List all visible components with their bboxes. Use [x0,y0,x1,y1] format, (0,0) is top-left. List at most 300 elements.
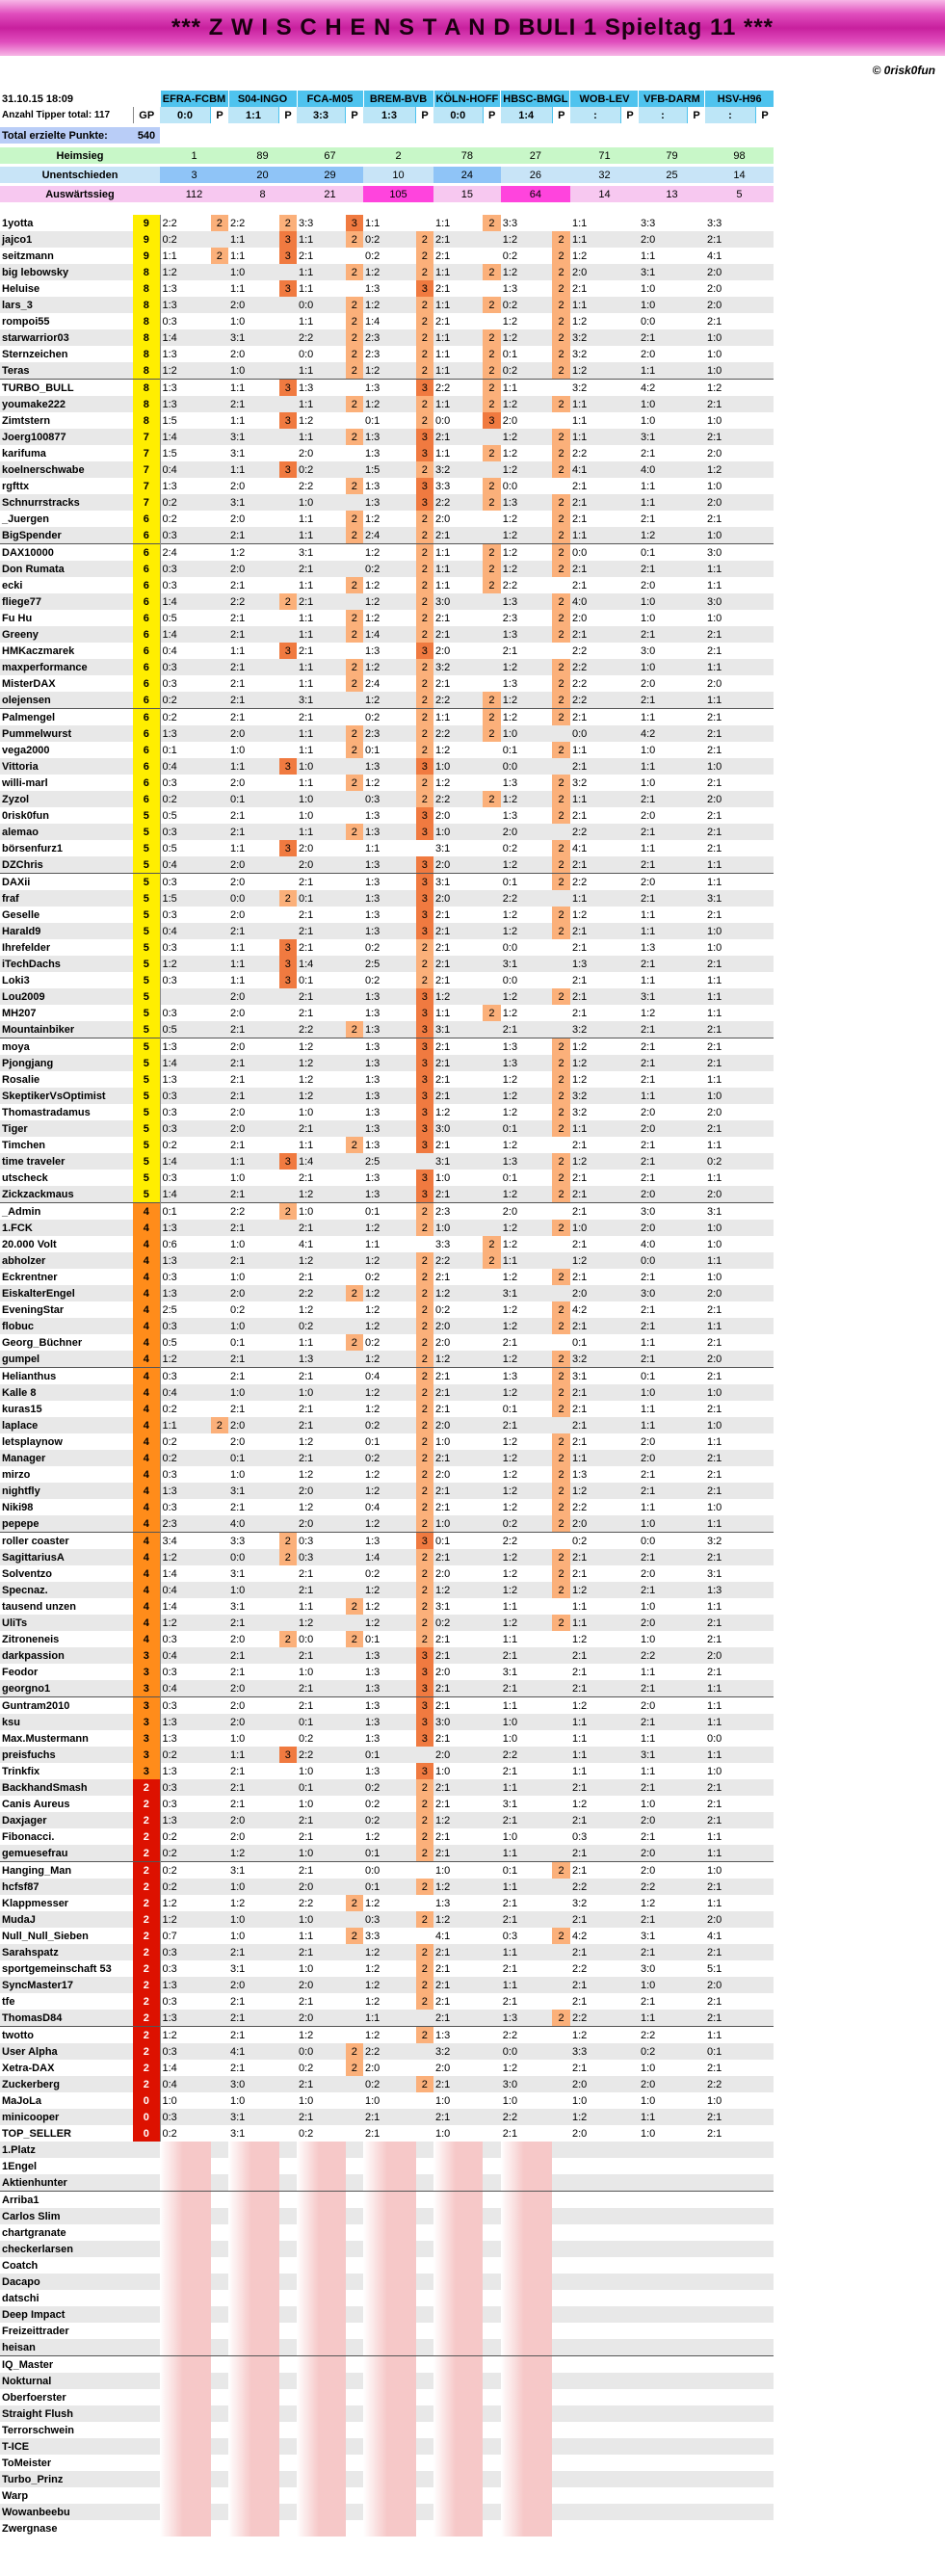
player-tip-points [755,2192,774,2209]
player-tip: 1:0 [639,2092,688,2109]
player-tip-points [346,1714,364,1730]
points-header: P [552,107,570,123]
player-tip-points [483,461,501,478]
game-result: 1:1 [228,107,279,123]
player-tip: 2:1 [228,1088,279,1104]
player-tip-points [552,2174,570,2192]
player-tip: 1:3 [363,1021,416,1038]
player-tip: 0:4 [160,1647,211,1664]
stat-value: 64 [501,186,570,202]
player-tip-points [279,1104,298,1120]
player-tip-points: 3 [416,923,434,939]
player-tip: 2:0 [228,1680,279,1697]
player-tip-points: 3 [416,1088,434,1104]
player-tip-points [279,1515,298,1533]
player-tip-points [279,2373,298,2389]
player-tip [297,2174,346,2192]
player-tip: 2:2 [570,643,621,659]
player-tip [228,2257,279,2274]
player-tip-points [687,1450,705,1466]
player-tip: 1:1 [228,758,279,775]
player-tip: 1:2 [160,2027,211,2044]
player-tip: 2:1 [297,1417,346,1433]
player-tip: 1:2 [228,544,279,562]
player-tip: 1:4 [160,329,211,346]
player-tip [570,2323,621,2339]
player-name: Arriba1 [0,2192,133,2209]
player-row [0,1977,774,1993]
player-tip-points: 2 [552,2010,570,2027]
player-tip: 2:1 [639,1466,688,1483]
game-header[interactable]: HBSC-BMGL [501,91,570,107]
player-tip: 2:2 [501,2027,552,2044]
player-tip-points [755,2027,774,2044]
player-tip: 1:3 [160,1977,211,1993]
player-tip [433,2174,483,2192]
player-row [0,907,774,923]
player-tip: 2:2 [297,1285,346,1301]
player-tip: 1:0 [228,1928,279,1944]
player-tip: 1:3 [160,1730,211,1747]
player-tip-points [687,1615,705,1631]
player-tip: 0:2 [363,1450,416,1466]
player-game-points: 2 [133,1879,160,1895]
player-tip: 1:2 [570,1038,621,1056]
player-tip-points [483,1170,501,1186]
player-tip: 1:2 [501,1269,552,1285]
player-tip-points [279,2109,298,2125]
player-tip [639,2455,688,2471]
player-tip-points [687,2142,705,2158]
player-game-points: 9 [133,231,160,248]
player-tip-points [552,1533,570,1550]
player-tip: 2:0 [228,1977,279,1993]
player-game-points: 3 [133,1664,160,1680]
player-tip: 0:1 [501,874,552,891]
player-game-points: 2 [133,1960,160,1977]
player-tip-points [211,1384,229,1401]
player-tip [570,2373,621,2389]
player-tip-points [620,2339,639,2356]
player-tip: 2:0 [433,1466,483,1483]
player-tip-points [279,742,298,758]
player-tip-points [552,577,570,593]
player-tip-points [755,2076,774,2092]
player-tip: 1:2 [501,1351,552,1368]
player-tip: 2:1 [570,561,621,577]
player-game-points: 3 [133,1714,160,1730]
player-tip: 1:1 [570,1714,621,1730]
player-tip-points [755,1928,774,1944]
player-tip-points [687,643,705,659]
player-tip-points: 3 [416,907,434,923]
player-row [0,1104,774,1120]
player-tip-points: 2 [416,675,434,692]
player-tip-points [755,248,774,264]
player-tip: 1:0 [297,1763,346,1779]
player-tip-points [687,297,705,313]
player-tip-points: 2 [416,791,434,807]
player-tip: 2:1 [570,758,621,775]
player-game-points: 4 [133,1483,160,1499]
player-tip-points [483,988,501,1005]
player-tip: 1:2 [501,561,552,577]
player-tip-points [755,2224,774,2241]
player-tip-points [483,675,501,692]
player-tip: 1:0 [228,1170,279,1186]
player-row [0,2158,774,2174]
player-tip: 1:1 [570,215,621,231]
player-tip-points [620,1747,639,1763]
player-tip: 2:1 [501,1647,552,1664]
player-tip-points: 2 [416,1828,434,1845]
player-tip-points [346,248,364,264]
player-tip-points [211,1796,229,1812]
player-tip: 2:1 [639,1021,688,1038]
player-tip-points [211,2504,229,2520]
player-tip: 1:2 [433,1285,483,1301]
player-tip-points [755,1334,774,1351]
player-tip-points [346,1005,364,1021]
player-tip-points [620,2405,639,2422]
player-tip: 0:2 [160,1747,211,1763]
player-tip-points: 2 [279,1631,298,1647]
player-tip-points [755,215,774,231]
player-tip-points [279,577,298,593]
player-tip-points [483,1220,501,1236]
player-tip: 0:5 [160,610,211,626]
player-tip-points [687,1368,705,1385]
player-game-points: 3 [133,1697,160,1715]
player-tip: 2:1 [297,1993,346,2010]
player-tip-points: 2 [416,231,434,248]
player-row [0,775,774,791]
player-tip: 2:1 [705,2010,756,2027]
player-name: Hanging_Man [0,1862,133,1879]
player-tip-points [620,840,639,856]
player-tip: 1:1 [433,215,483,231]
player-tip-points: 2 [552,544,570,562]
player-tip-points [687,561,705,577]
player-tip-points [416,2339,434,2356]
player-name: 1.Platz [0,2142,133,2158]
player-tip-points [416,2323,434,2339]
player-tip-points [211,758,229,775]
player-tip-points [483,1137,501,1153]
player-tip-points [620,692,639,709]
player-tip-points [483,840,501,856]
player-tip [228,2520,279,2537]
player-tip-points [279,1137,298,1153]
player-tip-points [279,1384,298,1401]
player-tip: 2:1 [433,1944,483,1960]
player-tip: 0:1 [501,346,552,362]
player-tip-points [483,2257,501,2274]
player-row [0,758,774,775]
player-tip: 1:2 [363,1301,416,1318]
player-tip: 4:2 [639,725,688,742]
player-tip [705,2257,756,2274]
player-tip-points [620,1812,639,1828]
player-tip: 1:2 [297,1615,346,1631]
player-tip-points [346,1433,364,1450]
player-tip: 3:3 [501,215,552,231]
player-tip-points: 3 [279,972,298,988]
player-tip: 1:2 [363,1828,416,1845]
player-row [0,988,774,1005]
player-tip: 0:3 [160,2109,211,2125]
player-tip-points [687,2422,705,2438]
player-row [0,807,774,824]
game-header[interactable]: FCA-M05 [297,91,363,107]
player-tip: 1:4 [160,2060,211,2076]
player-tip: 2:0 [570,264,621,280]
player-row [0,2027,774,2044]
player-tip-points [279,1697,298,1715]
player-tip-points [620,1170,639,1186]
player-tip-points [620,329,639,346]
player-tip-points [687,1582,705,1598]
player-tip: 2:1 [297,939,346,956]
player-tip: 0:4 [160,1582,211,1598]
player-row [0,2092,774,2109]
player-tip: 1:2 [297,1038,346,1056]
player-tip: 0:2 [501,840,552,856]
player-tip: 2:1 [570,1565,621,1582]
player-tip [501,2290,552,2306]
game-header[interactable]: HSV-H96 [705,91,774,107]
player-tip: 2:0 [705,264,756,280]
player-tip-points: 2 [279,593,298,610]
player-tip-points [552,972,570,988]
player-tip-points [620,1862,639,1879]
player-tip-points [483,1433,501,1450]
player-tip-points: 3 [416,758,434,775]
player-tip-points [279,1038,298,1056]
player-tip-points: 2 [346,1631,364,1647]
player-tip: 1:1 [705,2027,756,2044]
player-tip: 3:2 [705,1533,756,1550]
player-tip-points [755,643,774,659]
game-header[interactable]: VFB-DARM [639,91,705,107]
player-tip-points [552,643,570,659]
player-tip: 1:2 [363,362,416,380]
player-tip: 3:3 [228,1533,279,1550]
player-tip: 1:3 [363,478,416,494]
player-game-points: 0 [133,2125,160,2142]
player-tip: 2:0 [433,1747,483,1763]
player-tip: 1:0 [297,791,346,807]
player-tip-points [687,2174,705,2192]
player-row [0,2356,774,2374]
player-tip-points [755,527,774,544]
player-tip [433,2504,483,2520]
player-tip-points [211,1368,229,1385]
player-tip: 2:0 [639,577,688,593]
player-tip [160,2339,211,2356]
player-tip: 2:0 [228,874,279,891]
player-tip-points [687,280,705,297]
player-tip-points [687,2257,705,2274]
player-game-points [133,2192,160,2209]
player-tip [363,2455,416,2471]
player-tip: 0:5 [160,1334,211,1351]
player-tip-points: 2 [416,1466,434,1483]
player-tip: 1:2 [433,775,483,791]
player-game-points: 3 [133,1730,160,1747]
player-tip-points: 2 [483,264,501,280]
player-tip: 2:1 [228,626,279,643]
player-tip-points: 2 [416,725,434,742]
player-tip-points [279,1993,298,2010]
player-tip-points [211,1680,229,1697]
player-tip-points [687,329,705,346]
player-tip: 1:1 [501,1697,552,1715]
player-tip-points [620,1549,639,1565]
player-tip: 1:0 [639,1598,688,1615]
player-tip-points: 2 [552,988,570,1005]
player-game-points: 2 [133,2043,160,2060]
player-tip-points [687,1928,705,1944]
player-tip-points: 2 [552,1499,570,1515]
player-tip-points [687,1779,705,1796]
player-tip: 0:2 [160,692,211,709]
player-tip: 2:2 [501,1533,552,1550]
player-tip: 1:2 [501,1318,552,1334]
stat-value: 20 [228,167,297,183]
player-row [0,1170,774,1186]
player-tip: 0:3 [160,675,211,692]
player-tip: 2:1 [433,1384,483,1401]
player-tip: 1:1 [639,2109,688,2125]
player-tip-points [687,1401,705,1417]
player-tip: 2:1 [705,1779,756,1796]
player-tip-points [552,1137,570,1153]
player-tip: 1:0 [433,2092,483,2109]
player-tip: 1:1 [228,412,279,429]
player-tip: 1:0 [639,280,688,297]
player-tip-points [620,1088,639,1104]
player-tip-points [755,610,774,626]
player-tip-points [620,1944,639,1960]
player-tip [570,2422,621,2438]
player-row [0,1697,774,1715]
player-tip: 2:0 [228,1433,279,1450]
player-tip: 3:1 [297,544,346,562]
player-tip: 2:1 [501,1021,552,1038]
player-tip-points [552,2027,570,2044]
player-tip: 1:2 [501,264,552,280]
player-tip-points [279,511,298,527]
player-tip: 4:1 [705,248,756,264]
player-tip: 0:0 [705,1730,756,1747]
player-tip-points [483,1120,501,1137]
game-header[interactable]: KÖLN-HOFF [433,91,501,107]
player-row [0,1021,774,1038]
player-tip: 2:1 [705,1483,756,1499]
player-tip-points: 2 [552,561,570,577]
player-tip-points [755,561,774,577]
player-tip [160,2241,211,2257]
player-tip [705,2274,756,2290]
player-tip-points [755,1911,774,1928]
player-tip-points [416,2422,434,2438]
player-tip: 0:3 [160,1088,211,1104]
player-tip: 2:1 [228,1021,279,1038]
player-tip: 1:3 [363,988,416,1005]
player-tip-points [416,2520,434,2537]
game-result: : [639,107,688,123]
game-header[interactable]: WOB-LEV [570,91,639,107]
player-tip: 2:1 [433,1960,483,1977]
player-tip [570,2241,621,2257]
player-tip-points: 3 [416,1120,434,1137]
player-tip-points [416,2306,434,2323]
player-tip: 0:2 [363,1812,416,1828]
player-tip: 2:1 [570,1005,621,1021]
player-tip: 2:1 [570,939,621,956]
player-tip-points: 2 [416,742,434,758]
player-tip: 1:1 [297,264,346,280]
player-tip: 1:1 [705,1680,756,1697]
player-tip-points: 3 [416,1186,434,1203]
player-tip [297,2487,346,2504]
player-tip-points: 2 [416,1401,434,1417]
player-tip: 1:1 [501,1879,552,1895]
player-tip-points [552,2158,570,2174]
player-tip: 1:0 [639,742,688,758]
player-game-points [133,2487,160,2504]
player-tip: 2:0 [705,1977,756,1993]
player-tip: 1:2 [363,544,416,562]
player-tip: 1:1 [433,396,483,412]
player-tip-points: 2 [552,264,570,280]
player-tip-points [552,2257,570,2274]
player-tip-points [620,1515,639,1533]
game-header[interactable]: EFRA-FCBM [160,91,228,107]
player-tip-points: 2 [416,1301,434,1318]
game-header[interactable]: BREM-BVB [363,91,433,107]
player-name: willi-marl [0,775,133,791]
stat-value: 24 [433,167,501,183]
player-tip-points [755,280,774,297]
player-game-points: 4 [133,1318,160,1334]
player-tip: 1:3 [363,856,416,874]
player-tip-points [279,2422,298,2438]
player-tip: 1:2 [363,593,416,610]
player-tip: 2:1 [639,1170,688,1186]
player-tip-points [620,643,639,659]
player-tip-points [483,2125,501,2142]
game-header[interactable]: S04-INGO [228,91,297,107]
player-tip: 2:1 [639,626,688,643]
player-tip-points: 2 [416,313,434,329]
player-tip: 1:0 [705,1862,756,1879]
player-tip: 1:0 [297,1911,346,1928]
player-tip: 0:3 [160,561,211,577]
player-tip-points: 2 [416,527,434,544]
player-tip: 1:1 [570,396,621,412]
player-game-points: 7 [133,429,160,445]
player-tip [297,2274,346,2290]
player-tip: 2:1 [639,1582,688,1598]
stat-row [0,167,774,183]
player-tip-points [211,544,229,562]
player-tip: 2:1 [639,890,688,907]
player-tip-points [279,1483,298,1499]
player-tip-points [483,2356,501,2374]
player-tip: 2:1 [639,1269,688,1285]
